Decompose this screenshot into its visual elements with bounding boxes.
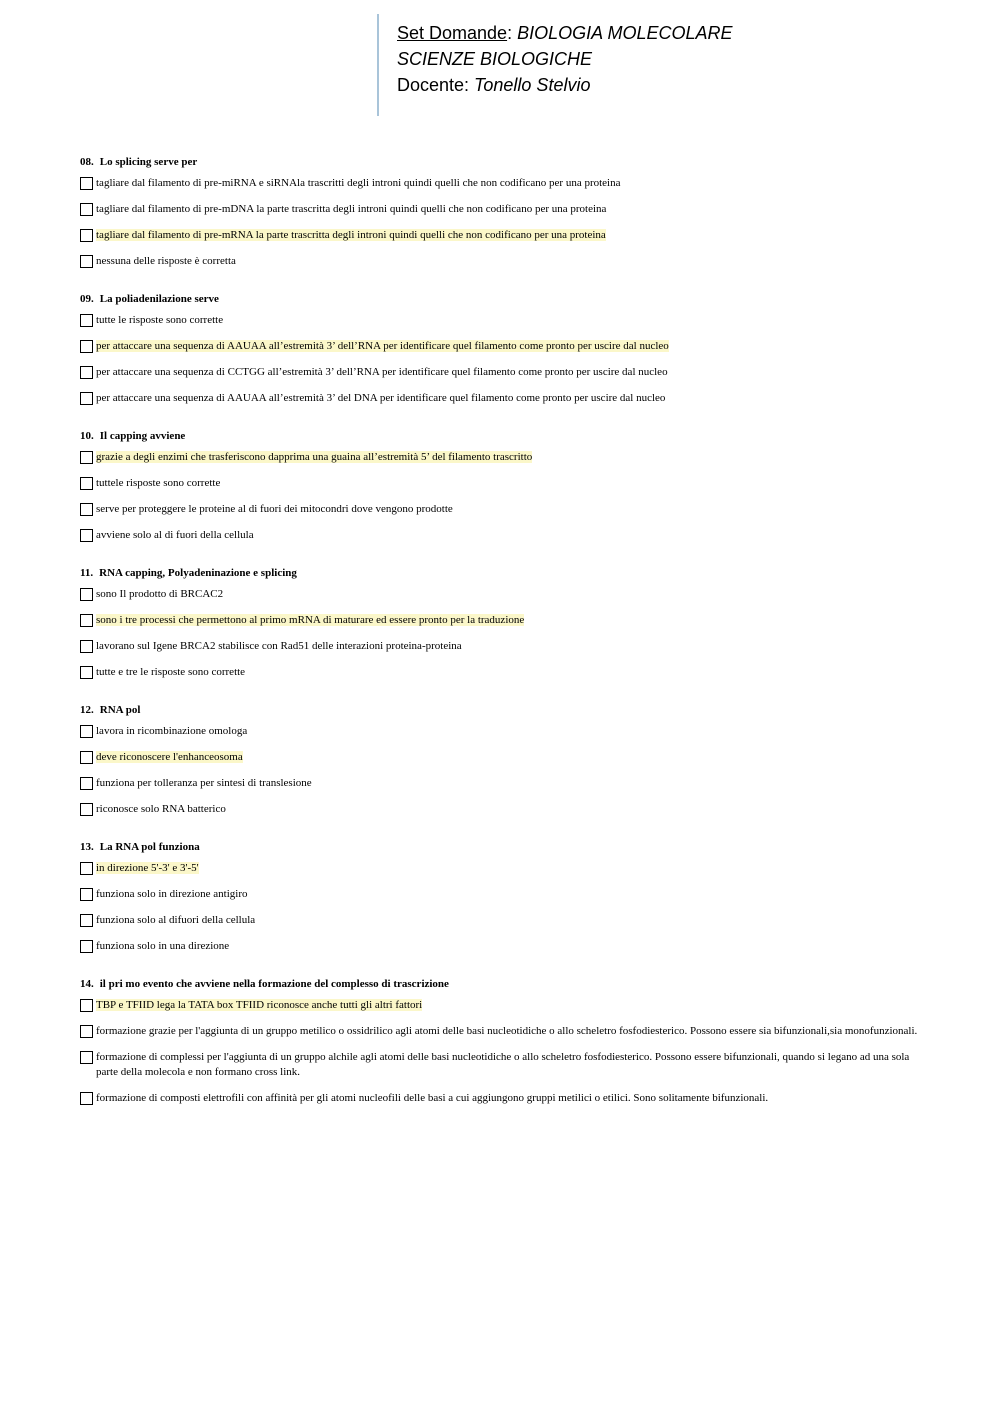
answer-text-wrap (96, 861, 920, 876)
question-number: 11. (80, 567, 94, 579)
answer-option[interactable] (80, 228, 920, 243)
question-title (80, 291, 920, 307)
answer-option[interactable] (80, 365, 920, 380)
answer-text-wrap (96, 176, 920, 191)
set-value: BIOLOGIA MOLECOLARE (517, 23, 733, 43)
answer-option[interactable] (80, 587, 920, 602)
answer-option[interactable] (80, 998, 920, 1013)
answer-text: funziona solo in direzione antigiro (96, 888, 248, 900)
answer-option[interactable] (80, 528, 920, 543)
answer-text: tutte e tre le risposte sono corrette (96, 666, 246, 678)
answer-option[interactable] (80, 1024, 920, 1039)
answer-checkbox[interactable] (80, 451, 93, 464)
answer-checkbox[interactable] (80, 477, 93, 490)
answer-text-highlighted: per attaccare una sequenza di AAUAA all’estremità 3’ dell’RNA per identificare quel filamento come pronto per uscire dal nucleo (96, 340, 669, 352)
answer-checkbox[interactable] (80, 503, 93, 516)
question-title (80, 976, 920, 992)
answer-text-wrap (96, 887, 920, 902)
answer-option[interactable] (80, 639, 920, 654)
question-number: 13. (80, 841, 94, 853)
answer-text-wrap (96, 665, 920, 680)
answer-text: serve per proteggere le proteine al di fuori dei mitocondri dove vengono prodotte (96, 503, 453, 515)
answer-checkbox[interactable] (80, 666, 93, 679)
answer-option[interactable] (80, 802, 920, 817)
answer-checkbox[interactable] (80, 340, 93, 353)
question-text: Lo splicing serve per (99, 156, 198, 168)
answer-text-wrap (96, 724, 920, 739)
answer-option[interactable] (80, 176, 920, 191)
answer-option[interactable] (80, 861, 920, 876)
question-text: La poliadenilazione serve (99, 293, 219, 305)
question-text: il pri mo evento che avviene nella formazione del complesso di trascrizione (99, 978, 449, 990)
answer-option[interactable] (80, 254, 920, 269)
answer-text-highlighted: TBP e TFIID lega la TATA box TFIID riconosce anche tutti gli altri fattori (96, 999, 423, 1011)
answer-checkbox[interactable] (80, 1092, 93, 1105)
answer-checkbox[interactable] (80, 529, 93, 542)
question-block (80, 291, 920, 406)
question-text: RNA capping, Polyadeninazione e splicing (99, 567, 297, 579)
answer-option[interactable] (80, 750, 920, 765)
question-number: 09. (80, 293, 94, 305)
answer-checkbox[interactable] (80, 366, 93, 379)
answer-checkbox[interactable] (80, 940, 93, 953)
answer-text-wrap (96, 476, 920, 491)
teacher-name: Tonello Stelvio (474, 75, 591, 95)
question-title (80, 839, 920, 855)
answer-text-wrap (96, 776, 920, 791)
question-title (80, 154, 920, 170)
answer-text-highlighted: deve riconoscere l'enhanceosoma (96, 751, 243, 763)
answer-option[interactable] (80, 502, 920, 517)
answer-text-highlighted: tagliare dal filamento di pre-mRNA la parte trascritta degli introni quindi quelli che non codificano per una proteina (96, 229, 606, 241)
answer-option[interactable] (80, 613, 920, 628)
answer-option[interactable] (80, 1050, 920, 1080)
answer-text-wrap (96, 228, 920, 243)
answer-text-wrap (96, 202, 920, 217)
question-block (80, 839, 920, 954)
answer-text: sono Il prodotto di BRCAC2 (96, 588, 224, 600)
question-number: 10. (80, 430, 94, 442)
answer-option[interactable] (80, 724, 920, 739)
answer-text: tutte le risposte sono corrette (96, 314, 224, 326)
question-block (80, 428, 920, 543)
answer-checkbox[interactable] (80, 203, 93, 216)
answer-checkbox[interactable] (80, 229, 93, 242)
answer-checkbox[interactable] (80, 888, 93, 901)
answer-text-wrap (96, 1091, 920, 1106)
answer-text-wrap (96, 750, 920, 765)
answer-text: nessuna delle risposte è corretta (96, 255, 236, 267)
answer-text-wrap (96, 802, 920, 817)
answer-checkbox[interactable] (80, 314, 93, 327)
answer-text-wrap (96, 1024, 920, 1039)
answer-checkbox[interactable] (80, 614, 93, 627)
answer-checkbox[interactable] (80, 588, 93, 601)
answer-option[interactable] (80, 313, 920, 328)
answer-option[interactable] (80, 887, 920, 902)
header-set-line (397, 20, 733, 46)
answer-checkbox[interactable] (80, 1025, 93, 1038)
answer-text-wrap (96, 339, 920, 354)
course-name: SCIENZE BIOLOGICHE (397, 49, 593, 69)
answer-text: funziona solo al difuori della cellula (96, 914, 256, 926)
answer-text-wrap (96, 528, 920, 543)
answer-checkbox[interactable] (80, 177, 93, 190)
question-number: 14. (80, 978, 94, 990)
answer-text-wrap (96, 639, 920, 654)
answer-checkbox[interactable] (80, 999, 93, 1012)
answer-option[interactable] (80, 776, 920, 791)
answer-text: formazione grazie per l'aggiunta di un gruppo metilico o ossidrilico agli atomi delle basi nucleotidiche o allo scheletro fosfodiesterico. Possono essere sia bifunzionali,sia monofunzionali. (96, 1025, 918, 1037)
teacher-label: Docente: (397, 75, 475, 95)
answer-text-wrap (96, 587, 920, 602)
answer-text-highlighted: grazie a degli enzimi che trasferiscono dapprima una guaina all’estremità 5’ del filamento trascritto (96, 451, 533, 463)
answer-text: avviene solo al di fuori della cellula (96, 529, 254, 541)
question-block (80, 702, 920, 817)
answer-text-wrap (96, 365, 920, 380)
answer-text-wrap (96, 913, 920, 928)
question-number: 12. (80, 704, 94, 716)
answer-text-wrap (96, 502, 920, 517)
answer-checkbox[interactable] (80, 862, 93, 875)
answer-text-wrap (96, 1050, 920, 1080)
answer-text: per attaccare una sequenza di CCTGG all’estremità 3’ dell’RNA per identificare quel filamento come pronto per uscire dal nucleo (96, 366, 668, 378)
question-block (80, 154, 920, 269)
answer-checkbox[interactable] (80, 725, 93, 738)
answer-checkbox[interactable] (80, 914, 93, 927)
answer-checkbox[interactable] (80, 803, 93, 816)
answer-text-wrap (96, 450, 920, 465)
answer-option[interactable] (80, 939, 920, 954)
answer-text-wrap (96, 391, 920, 406)
answer-option[interactable] (80, 450, 920, 465)
answer-text-wrap (96, 313, 920, 328)
answer-checkbox[interactable] (80, 640, 93, 653)
answer-text-wrap (96, 939, 920, 954)
answer-option[interactable] (80, 339, 920, 354)
question-list (80, 154, 920, 1106)
set-separator: : (507, 23, 518, 43)
header-course-line (397, 46, 733, 72)
answer-option[interactable] (80, 913, 920, 928)
answer-text: lavora in ricombinazione omologa (96, 725, 248, 737)
answer-checkbox[interactable] (80, 751, 93, 764)
question-text: La RNA pol funziona (99, 841, 200, 853)
answer-text: tagliare dal filamento di pre-mDNA la parte trascritta degli introni quindi quelli che non codificano per una proteina (96, 203, 607, 215)
answer-text: funziona per tolleranza per sintesi di translesione (96, 777, 312, 789)
answer-option[interactable] (80, 476, 920, 491)
question-number: 08. (80, 156, 94, 168)
answer-text: tagliare dal filamento di pre-miRNA e siRNAla trascritti degli introni quindi quelli che non codificano per una proteina (96, 177, 621, 189)
answer-text-wrap (96, 254, 920, 269)
question-title (80, 565, 920, 581)
question-text: Il capping avviene (99, 430, 186, 442)
answer-option[interactable] (80, 202, 920, 217)
answer-text: funziona solo in una direzione (96, 940, 230, 952)
question-title (80, 428, 920, 444)
set-label: Set Domande (397, 23, 508, 43)
answer-checkbox[interactable] (80, 1051, 93, 1064)
answer-text: tuttele risposte sono corrette (96, 477, 221, 489)
question-block (80, 565, 920, 680)
question-text: RNA pol (99, 704, 141, 716)
question-title (80, 702, 920, 718)
answer-text: formazione di complessi per l'aggiunta di un gruppo alchile agli atomi delle basi nucleotidiche o allo scheletro fosfodiesterico. Possono essere bifunzionali, quando si legano ad una sola parte della molecola e non formano cross link. (96, 1051, 910, 1078)
answer-text-highlighted: in direzione 5'-3' e 3'-5' (96, 862, 199, 874)
header-teacher-line (397, 72, 733, 98)
answer-option[interactable] (80, 391, 920, 406)
answer-text-highlighted: sono i tre processi che permettono al primo mRNA di maturare ed essere pronto per la traduzione (96, 614, 525, 626)
answer-text: lavorano sul Igene BRCA2 stabilisce con Rad51 delle interazioni proteina-proteina (96, 640, 462, 652)
answer-text: riconosce solo RNA batterico (96, 803, 226, 815)
answer-option[interactable] (80, 1091, 920, 1106)
answer-text: per attaccare una sequenza di AAUAA all’estremità 3’ del DNA per identificare quel filamento come pronto per uscire dal nucleo (96, 392, 666, 404)
answer-checkbox[interactable] (80, 255, 93, 268)
answer-text: formazione di composti elettrofili con affinità per gli atomi nucleofili delle basi a cui aggiungono gruppi metilici o etilici. Sono solitamente bifunzionali. (96, 1092, 769, 1104)
document-header (377, 14, 733, 116)
question-block (80, 976, 920, 1106)
answer-text-wrap (96, 998, 920, 1013)
answer-checkbox[interactable] (80, 392, 93, 405)
answer-text-wrap (96, 613, 920, 628)
answer-option[interactable] (80, 665, 920, 680)
answer-checkbox[interactable] (80, 777, 93, 790)
